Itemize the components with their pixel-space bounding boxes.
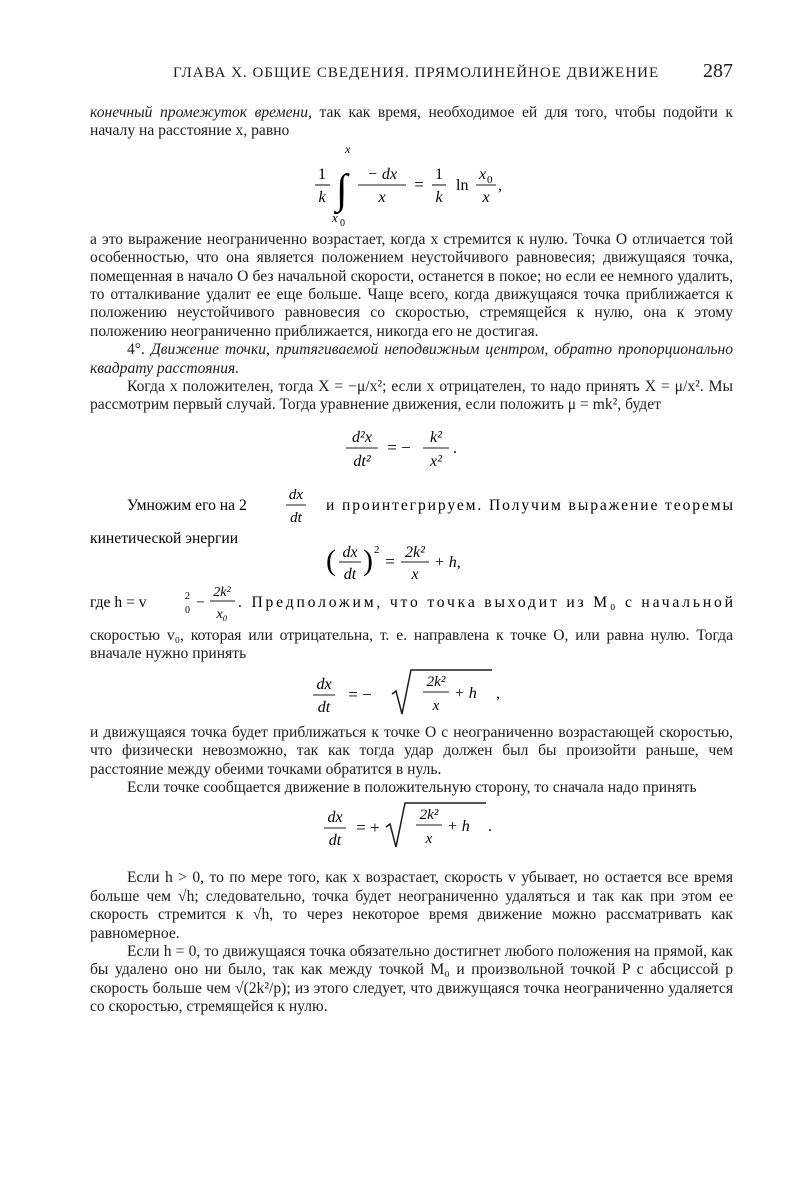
eq1-lower-sub: 0 bbox=[340, 217, 345, 229]
left-paren: ( bbox=[326, 543, 336, 577]
eq1-lower-limit: x bbox=[332, 209, 338, 225]
running-title: ГЛАВА X. ОБЩИЕ СВЕДЕНИЯ. ПРЯМОЛИНЕЙНОЕ ДВИЖЕНИЕ bbox=[173, 65, 660, 81]
eq5-plus-h: + h bbox=[447, 818, 470, 836]
equation-negative-root bbox=[90, 664, 733, 724]
paragraph-3 bbox=[90, 341, 733, 378]
eq1-equals: = bbox=[414, 174, 424, 194]
v-sup: 2 bbox=[185, 590, 190, 602]
where-frac-den: x₀ bbox=[216, 606, 228, 622]
right-paren: ) bbox=[363, 543, 373, 577]
where-after: . Предположим, что точка выходит из M₀ с начальной bbox=[238, 593, 733, 611]
eq1-arg-num-sub: 0 bbox=[487, 173, 493, 186]
eq1-punct: , bbox=[498, 176, 502, 194]
eq3-power: 2 bbox=[374, 543, 380, 556]
equation-energy bbox=[90, 527, 733, 585]
where-frac-num: 2k² bbox=[213, 584, 231, 600]
eq1-arg-num: x bbox=[479, 165, 487, 183]
page-header bbox=[173, 60, 733, 86]
paragraph-12: Если h = 0, то движущаяся точка обязательно достигнет любого положения на прямой, как бы удалено оно ни было, так как между точкой M₀ и произвольной точкой P с абсциссой p скорость больше чем √(2k²/p); из этого следует, что движущаяся точка неограниченно удаляется со скоростью, стремящейся к нулю. bbox=[90, 942, 733, 1016]
multiply-before: Умножим его на 2 bbox=[127, 496, 247, 514]
eq2-rhs-den: x² bbox=[430, 452, 442, 470]
line-where-h bbox=[90, 585, 733, 627]
paragraph-8: скоростью v₀, которая или отрицательна, т. е. направлена к точке O, или равна нулю. Тогда вначале нужно принять bbox=[90, 626, 733, 663]
eq3-num: dx bbox=[342, 543, 358, 561]
paragraph-9: и движущаяся точка будет приближаться к точке O с неограниченно возрастающей скоростью, что физически невозможно, так как тогда удар должен был бы произойти раньше, чем расстояние между обеими точками обратится в нуль. bbox=[90, 723, 733, 778]
integral-sign: ∫ bbox=[336, 166, 348, 213]
eq3-rhs-num: 2k² bbox=[405, 543, 425, 561]
equation-motion bbox=[90, 415, 733, 481]
eq3-den: dt bbox=[343, 565, 357, 583]
where-h: где h = v bbox=[90, 593, 147, 611]
paragraph-1-text: так как время, необходимое ей для того, чтобы подойти к началу на расстояние x, равно bbox=[90, 104, 734, 140]
eq1-rhs-den: k bbox=[435, 188, 443, 206]
section-number: 4°. bbox=[127, 341, 145, 359]
paragraph-11: Если h > 0, то по мере того, как x возрастает, скорость v убывает, но остается все время больше чем √h; следовательно, точка будет неограниченно удаляться и так как при этом ее скорость стремится к √h, то через некоторое время движение можно рассматривать как равномерное. bbox=[90, 869, 733, 942]
eq1-ln: ln bbox=[456, 176, 469, 194]
eq1-rhs-num: 1 bbox=[435, 165, 443, 183]
eq2-lhs-num: d²x bbox=[352, 428, 372, 446]
eq3-rhs-den: x bbox=[411, 565, 419, 583]
eq1-frac-den: k bbox=[318, 188, 326, 206]
multiply-frac-num: dx bbox=[288, 486, 304, 503]
eq5-lhs-den: dt bbox=[328, 832, 342, 850]
page-number: 287 bbox=[703, 60, 733, 82]
equation-positive-root bbox=[90, 797, 733, 869]
eq5-rad-num: 2k² bbox=[419, 807, 439, 824]
paragraph-1 bbox=[90, 104, 733, 141]
eq4-plus-h: + h bbox=[454, 684, 477, 702]
paragraph-2: а это выражение неограниченно возрастает, когда x стремится к нулю. Точка O отличается той особенностью, что она является положением неустойчивого равновесия; движущаяся точка, помещенная в начало O без начальной скорости, останется в покое; но если ее немного удалить, то отталкивание удалит ее еще больше. Чаще всего, когда движущаяся точка приближается к положению неустойчивого равновесия со скоростью, стремящейся к нулю, она к этому положению неограниченно приближается, никогда его не достигая. bbox=[90, 230, 733, 340]
eq5-punct: . bbox=[488, 818, 492, 836]
eq1-frac-num: 1 bbox=[318, 165, 326, 183]
eq2-equals: = − bbox=[387, 437, 411, 457]
eq1-upper-limit: x bbox=[345, 141, 351, 156]
eq4-equals: = − bbox=[348, 684, 372, 704]
eq2-rhs-num: k² bbox=[430, 428, 442, 446]
line-multiply bbox=[90, 481, 733, 527]
multiply-frac-den: dt bbox=[290, 509, 302, 526]
eq5-lhs-num: dx bbox=[327, 809, 343, 827]
eq1-arg-den: x bbox=[482, 188, 490, 206]
eq2-punct: . bbox=[453, 439, 457, 457]
eq5-rad-den: x bbox=[425, 831, 433, 848]
v-sub: 0 bbox=[185, 604, 190, 616]
energy-intro: кинетической энергии bbox=[90, 529, 239, 547]
multiply-after: и проинтегрируем. Получим выражение теоремы bbox=[326, 496, 733, 514]
page-body bbox=[90, 104, 733, 1017]
italic-lead: конечный промежуток времени, bbox=[90, 104, 312, 121]
eq4-punct: , bbox=[496, 684, 500, 702]
eq1-integrand-num: − dx bbox=[367, 165, 397, 183]
paragraph-4: Когда x положителен, тогда X = −μ/x²; если x отрицателен, то надо принять X = μ/x². Мы рассмотрим первый случай. Тогда уравнение движения, если положить μ = mk², будет bbox=[90, 378, 733, 414]
eq4-rad-den: x bbox=[432, 697, 440, 714]
eq2-lhs-den: dt² bbox=[353, 452, 371, 470]
eq4-lhs-num: dx bbox=[316, 675, 332, 693]
paragraph-10: Если точке сообщается движение в положительную сторону, то сначала надо принять bbox=[127, 778, 697, 796]
eq3-plus-h: + h, bbox=[434, 553, 461, 571]
eq5-equals: = + bbox=[356, 818, 380, 838]
equation-integral bbox=[90, 141, 733, 231]
where-minus: − bbox=[196, 593, 205, 611]
eq1-integrand-den: x bbox=[378, 188, 386, 206]
eq4-rad-num: 2k² bbox=[426, 673, 446, 690]
eq4-lhs-den: dt bbox=[317, 698, 331, 716]
section-title: Движение точки, притягиваемой неподвижным центром, обратно пропорционально квадрату расстояния. bbox=[90, 341, 733, 377]
eq3-equals: = bbox=[385, 551, 395, 571]
